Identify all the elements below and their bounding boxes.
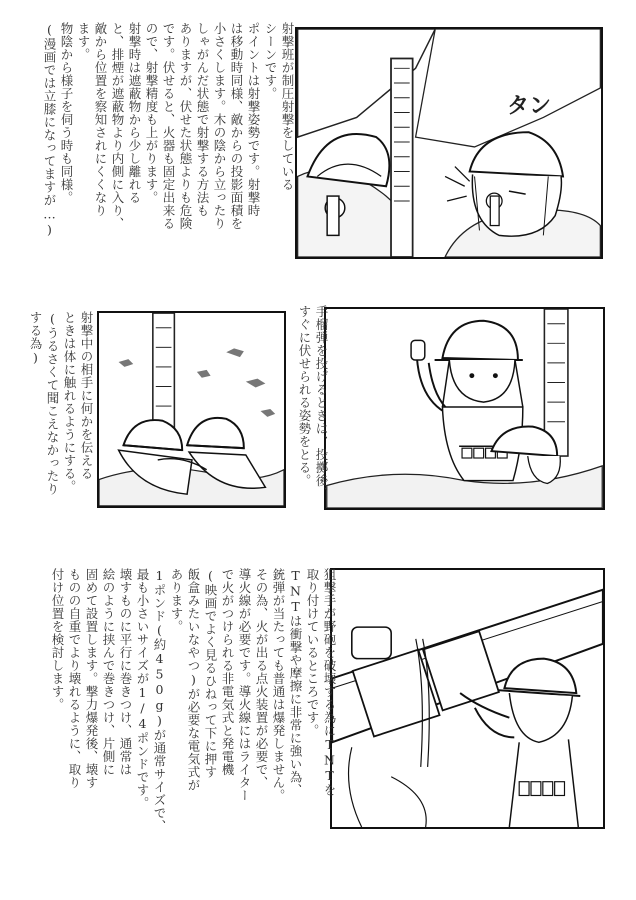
text-block-rifle-squad	[26, 22, 296, 297]
block4-line: 壊すものに平行に巻きつけ、通常は	[118, 568, 133, 776]
block1-line: ので、射撃精度も上がります。	[144, 22, 159, 204]
block4-line: あります。	[169, 568, 184, 633]
block2-line: 手榴弾を投げるときは、投擲後、	[314, 305, 329, 500]
panel-4-illustration	[332, 570, 603, 827]
block4-line: ものの自重でより壊れるように、取り	[67, 568, 82, 789]
block1-line: は移動時同様、敵からの投影面積を	[229, 22, 244, 230]
block1-line: です。伏せると、火器も固定出来る	[161, 22, 176, 230]
panel-tnt-artillery	[330, 568, 605, 829]
block3-line: ときは体に触れるようにする。	[62, 311, 77, 493]
block1-line: (漫画では立膝になってますが…)	[42, 22, 57, 238]
block3-line: する為)	[28, 311, 43, 366]
block1-line: ポイントは射撃姿勢です。射撃時	[246, 22, 261, 217]
panel-rifle-squad-firing	[295, 27, 603, 259]
panel-2-illustration	[99, 313, 284, 506]
sound-effect-tan: タン	[507, 94, 552, 119]
block4-line: 付け位置を検討します。	[50, 568, 65, 711]
block4-line: 狙撃手が野砲を破壊する為にTNTを	[322, 568, 337, 797]
block4-line: 銃弾が当たっても普通は爆発しません。	[271, 568, 286, 802]
block4-line: その為、火が出る点火装置が必要で、	[254, 568, 269, 789]
block1-line: シーンです。	[263, 22, 278, 100]
block4-line: 絵のように挟んで巻きつけ、片側に	[101, 568, 116, 776]
block1-line: しゃがんだ状態で射撃する方法も	[195, 22, 210, 217]
block1-line: と、排煙が遮蔽物より内側に入り、	[110, 22, 125, 230]
block1-line: ありますが、伏せた状態よりも危険	[178, 22, 193, 230]
block4-line: 取り付けているところです。	[305, 568, 320, 737]
block1-line: 射撃班が制圧射撃をしている	[280, 22, 295, 191]
block4-line: 導火線が必要です。導火線にはライター	[237, 568, 252, 802]
block1-line: 射撃時は遮蔽物から少し離れる	[127, 22, 142, 204]
text-block-tnt	[28, 568, 338, 848]
text-block-touch-communication	[30, 311, 95, 531]
panel-3-illustration	[326, 309, 603, 508]
block1-line: 小さくします。木の陰から立ったり	[212, 22, 227, 230]
panel-1-illustration	[297, 29, 601, 257]
panel-grenade-throw	[324, 307, 605, 510]
panel-touch-communication	[97, 311, 286, 508]
block4-line: (映画でよく見るひねって下に押す	[203, 568, 218, 779]
block4-line: で火がつけられる非電気式と発電機	[220, 568, 235, 776]
block4-line: 固めて設置します。撃力爆発後、壊す	[84, 568, 99, 789]
block4-line: 1ポンド(約450g)が通常サイズで、	[152, 568, 167, 833]
block2-line: すぐに伏せられる姿勢をとる。	[297, 305, 312, 487]
block4-line: TNTは衝撃や摩擦に非常に強い為、	[288, 568, 303, 797]
block3-line: (うるさくて聞こえなかったり	[45, 311, 60, 496]
block4-line: 飯盒みたいなやつ)が必要な電気式が	[186, 568, 201, 792]
block1-line: 物陰から様子を伺う時も同様。	[59, 22, 74, 204]
block1-line: ます。	[76, 22, 91, 61]
block4-line: 最も小さいサイズが1/4ポンドです。	[135, 568, 150, 810]
text-block-grenade	[290, 305, 330, 525]
block3-line: 射撃中の相手に何かを伝える	[79, 311, 94, 480]
block1-line: 敵から位置を察知されにくくなり	[93, 22, 108, 217]
